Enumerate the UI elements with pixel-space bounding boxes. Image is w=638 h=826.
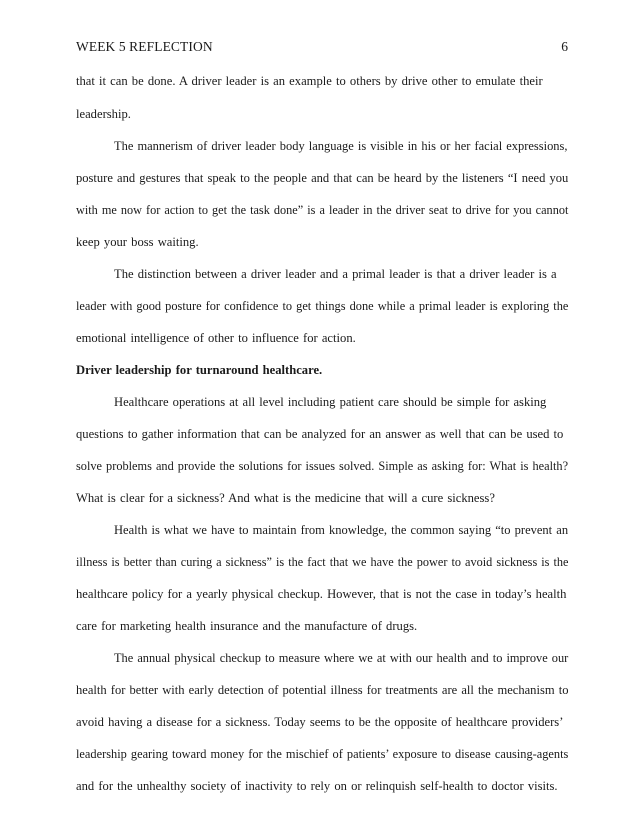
body-line: questions to gather information that can be analyzed for an answer as well that can be used to (76, 427, 564, 441)
body-line: leader with good posture for confidence to get things done while a primal leader is exploring the (76, 299, 569, 313)
running-head: WEEK 5 REFLECTION (76, 39, 213, 54)
section-heading: Driver leadership for turnaround healthcare. (76, 363, 323, 377)
body-line: avoid having a disease for a sickness. Today seems to be the opposite of healthcare providers’ (76, 715, 564, 729)
paragraph-first-line: Healthcare operations at all level including patient care should be simple for asking (114, 395, 547, 409)
paragraph-first-line: The annual physical checkup to measure where we at with our health and to improve our (114, 651, 569, 665)
body-line: health for better with early detection of potential illness for treatments are all the mechanism to (76, 683, 569, 697)
paragraph-first-line: The mannerism of driver leader body language is visible in his or her facial expressions, (114, 139, 568, 153)
body-line: with me now for action to get the task done” is a leader in the driver seat to drive for you cannot (76, 203, 569, 217)
page-header (76, 38, 568, 56)
body-line: that it can be done. A driver leader is an example to others by drive other to emulate their (76, 74, 543, 88)
body-line: keep your boss waiting. (76, 235, 199, 249)
paragraph-first-line: The distinction between a driver leader and a primal leader is that a driver leader is a (114, 267, 557, 281)
body-line: solve problems and provide the solutions for issues solved. Simple as asking for: What is health? (76, 459, 569, 473)
page-number: 6 (561, 39, 568, 54)
body-line: leadership. (76, 107, 131, 121)
body-line: posture and gestures that speak to the people and that can be heard by the listeners “I need you (76, 171, 569, 185)
body-line: leadership gearing toward money for the mischief of patients’ exposure to disease causing-agents (76, 747, 569, 761)
body-line: What is clear for a sickness? And what is the medicine that will a cure sickness? (76, 491, 495, 505)
paragraph-first-line: Health is what we have to maintain from knowledge, the common saying “to prevent an (114, 523, 569, 537)
body-line: healthcare policy for a yearly physical checkup. However, that is not the case in today’s health (76, 587, 567, 601)
body-line: emotional intelligence of other to influence for action. (76, 331, 356, 345)
body-line: and for the unhealthy society of inactivity to rely on or relinquish self-health to doctor visits. (76, 779, 558, 793)
body-line: care for marketing health insurance and the manufacture of drugs. (76, 619, 418, 633)
body-line: illness is better than curing a sickness” is the fact that we have the power to avoid sickness is the (76, 555, 569, 569)
